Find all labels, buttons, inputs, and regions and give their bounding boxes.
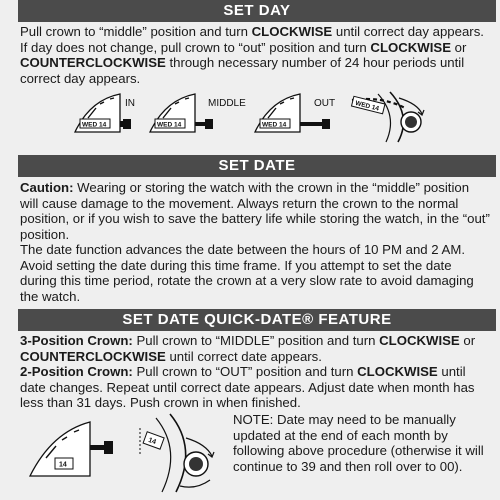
date-crown-rotation-diagram — [140, 414, 214, 492]
quick-date-illustration — [0, 408, 240, 498]
caution-paragraph: Caution: Wearing or storing the watch with the crown in the “middle” position will cause damage to the movement. Always return the crown to the normal position, or if you wish to save the battery life while storing the watch, in the “out” position. — [20, 180, 490, 242]
crown-out-diagram — [255, 94, 335, 132]
label-in: IN — [125, 98, 135, 109]
day-display: WED 14 — [157, 121, 182, 129]
crown-in-diagram — [75, 94, 135, 132]
two-position-crown-paragraph: 2-Position Crown: Pull crown to “OUT” position and turn CLOCKWISE until date changes. Repeat until correct date appears. Adjust date when month has less than 31 days. Push crown in when finished. — [20, 364, 475, 411]
crown-middle-diagram — [150, 94, 246, 132]
set-day-instructions: Pull crown to “middle” position and turn CLOCKWISE until correct day appears. If day does not change, pull crown to “out” position and turn CLOCKWISE or COUNTERCLOCKWISE through necessary number of 24 hour periods until correct day appears. — [20, 24, 484, 86]
date-note: NOTE: Date may need to be manually updated at the end of each month by following above procedure (otherwise it will continue to 39 and then roll over to 00). — [233, 412, 484, 474]
set-day-header: SET DAY — [18, 0, 496, 22]
day-display: WED 14 — [82, 121, 107, 129]
date-display: 14 — [59, 461, 67, 469]
date-function-paragraph: The date function advances the date between the hours of 10 PM and 2 AM. Avoid setting the date during this time frame. If you attempt to set the date during this time period, rotate the crown at a very slow rate to avoid damaging the watch. — [20, 242, 474, 304]
label-out: OUT — [314, 98, 336, 109]
crown-positions-illustration — [0, 88, 500, 148]
quick-date-header: SET DATE QUICK-DATE® FEATURE — [18, 309, 496, 331]
three-position-crown-paragraph: 3-Position Crown: Pull crown to “MIDDLE” position and turn CLOCKWISE or COUNTERCLOCKWISE until correct date appears. — [20, 333, 476, 364]
date-crown-diagram — [30, 422, 113, 476]
crown-rotation-diagram — [352, 92, 424, 142]
date-display: 14 — [147, 436, 157, 447]
day-display: WED 14 — [354, 99, 380, 113]
day-display: WED 14 — [262, 121, 287, 129]
set-date-header: SET DATE — [18, 155, 496, 177]
label-middle: MIDDLE — [208, 98, 246, 109]
